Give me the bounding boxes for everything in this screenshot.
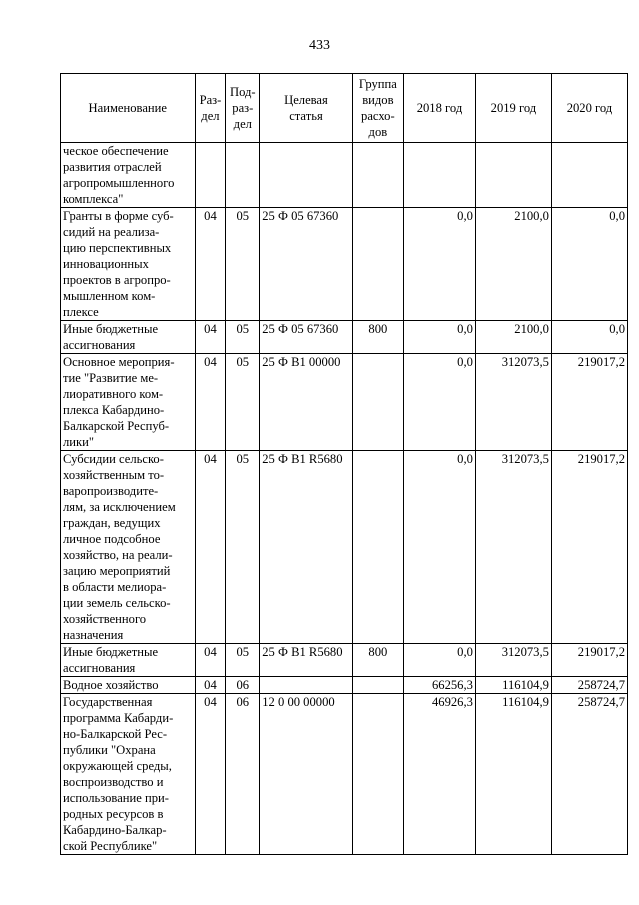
cell-2018: 66256,3 bbox=[404, 677, 476, 694]
header-2020: 2020 год bbox=[551, 74, 627, 143]
cell-razdel: 04 bbox=[195, 677, 226, 694]
cell-2020: 0,0 bbox=[551, 208, 627, 321]
cell-razdel: 04 bbox=[195, 321, 226, 354]
cell-statya: 25 Ф 05 67360 bbox=[260, 321, 352, 354]
cell-2020: 258724,7 bbox=[551, 694, 627, 855]
cell-2020 bbox=[551, 143, 627, 208]
cell-2019: 116104,9 bbox=[475, 694, 551, 855]
cell-name: Основное мероприя- тие "Развитие ме- лиоративного ком- плекса Кабардино- Балкарской Респуб- лики" bbox=[61, 354, 196, 451]
cell-2018: 0,0 bbox=[404, 644, 476, 677]
header-name: Наименование bbox=[61, 74, 196, 143]
cell-name: Гранты в форме суб- сидий на реализа- цию перспективных инновационных проектов в агропро- мышленном ком- плексе bbox=[61, 208, 196, 321]
cell-gruppa bbox=[352, 143, 403, 208]
cell-podrazdel: 05 bbox=[226, 644, 260, 677]
cell-name: ческое обеспечение развития отраслей агропромышленного комплекса" bbox=[61, 143, 196, 208]
cell-2020: 258724,7 bbox=[551, 677, 627, 694]
cell-2018 bbox=[404, 143, 476, 208]
cell-razdel: 04 bbox=[195, 644, 226, 677]
cell-2020: 219017,2 bbox=[551, 354, 627, 451]
cell-podrazdel: 06 bbox=[226, 677, 260, 694]
table-row bbox=[61, 354, 628, 451]
cell-statya: 25 Ф В1 00000 bbox=[260, 354, 352, 451]
cell-gruppa bbox=[352, 354, 403, 451]
cell-statya bbox=[260, 143, 352, 208]
header-razdel: Раз- дел bbox=[195, 74, 226, 143]
cell-statya: 25 Ф В1 R5680 bbox=[260, 644, 352, 677]
cell-razdel: 04 bbox=[195, 208, 226, 321]
cell-gruppa bbox=[352, 451, 403, 644]
table-row bbox=[61, 143, 628, 208]
cell-name: Субсидии сельско- хозяйственным то- варопроизводите- лям, за исключением граждан, ведущих личное подсобное хозяйство, на реали- зацию мероприятий в области мелиора- ции земель сельско- хозяйственного назначения bbox=[61, 451, 196, 644]
header-statya: Целевая статья bbox=[260, 74, 352, 143]
cell-podrazdel: 05 bbox=[226, 451, 260, 644]
table-row bbox=[61, 451, 628, 644]
cell-gruppa bbox=[352, 694, 403, 855]
cell-name: Иные бюджетные ассигнования bbox=[61, 321, 196, 354]
cell-razdel: 04 bbox=[195, 354, 226, 451]
cell-2019: 2100,0 bbox=[475, 208, 551, 321]
cell-podrazdel: 06 bbox=[226, 694, 260, 855]
cell-2018: 46926,3 bbox=[404, 694, 476, 855]
cell-name: Водное хозяйство bbox=[61, 677, 196, 694]
cell-2019: 116104,9 bbox=[475, 677, 551, 694]
cell-razdel: 04 bbox=[195, 451, 226, 644]
header-podrazdel: Под- раз- дел bbox=[226, 74, 260, 143]
budget-table bbox=[60, 73, 628, 855]
table-header-row bbox=[61, 74, 628, 143]
cell-podrazdel: 05 bbox=[226, 354, 260, 451]
cell-gruppa bbox=[352, 208, 403, 321]
cell-name: Государственная программа Кабарди- но-Балкарской Рес- публики "Охрана окружающей среды, воспроизводство и использование при- родных ресурсов в Кабардино-Балкар- ской Республике" bbox=[61, 694, 196, 855]
cell-2019: 312073,5 bbox=[475, 451, 551, 644]
cell-2018: 0,0 bbox=[404, 354, 476, 451]
header-2019: 2019 год bbox=[475, 74, 551, 143]
cell-podrazdel bbox=[226, 143, 260, 208]
cell-2018: 0,0 bbox=[404, 451, 476, 644]
cell-2018: 0,0 bbox=[404, 208, 476, 321]
cell-statya: 25 Ф 05 67360 bbox=[260, 208, 352, 321]
cell-2020: 219017,2 bbox=[551, 644, 627, 677]
cell-2019: 2100,0 bbox=[475, 321, 551, 354]
cell-statya: 25 Ф В1 R5680 bbox=[260, 451, 352, 644]
page-number: 433 bbox=[309, 38, 330, 53]
cell-name: Иные бюджетные ассигнования bbox=[61, 644, 196, 677]
cell-2020: 0,0 bbox=[551, 321, 627, 354]
cell-2019 bbox=[475, 143, 551, 208]
table-row bbox=[61, 321, 628, 354]
cell-statya bbox=[260, 677, 352, 694]
table-row bbox=[61, 694, 628, 855]
cell-podrazdel: 05 bbox=[226, 321, 260, 354]
cell-razdel bbox=[195, 143, 226, 208]
table-row bbox=[61, 644, 628, 677]
cell-gruppa bbox=[352, 677, 403, 694]
header-2018: 2018 год bbox=[404, 74, 476, 143]
cell-2018: 0,0 bbox=[404, 321, 476, 354]
cell-razdel: 04 bbox=[195, 694, 226, 855]
cell-podrazdel: 05 bbox=[226, 208, 260, 321]
header-gruppa: Группа видов расхо- дов bbox=[352, 74, 403, 143]
table-row bbox=[61, 677, 628, 694]
cell-gruppa: 800 bbox=[352, 644, 403, 677]
cell-2019: 312073,5 bbox=[475, 354, 551, 451]
cell-2019: 312073,5 bbox=[475, 644, 551, 677]
table-body bbox=[61, 143, 628, 855]
cell-statya: 12 0 00 00000 bbox=[260, 694, 352, 855]
table-row bbox=[61, 208, 628, 321]
cell-2020: 219017,2 bbox=[551, 451, 627, 644]
cell-gruppa: 800 bbox=[352, 321, 403, 354]
